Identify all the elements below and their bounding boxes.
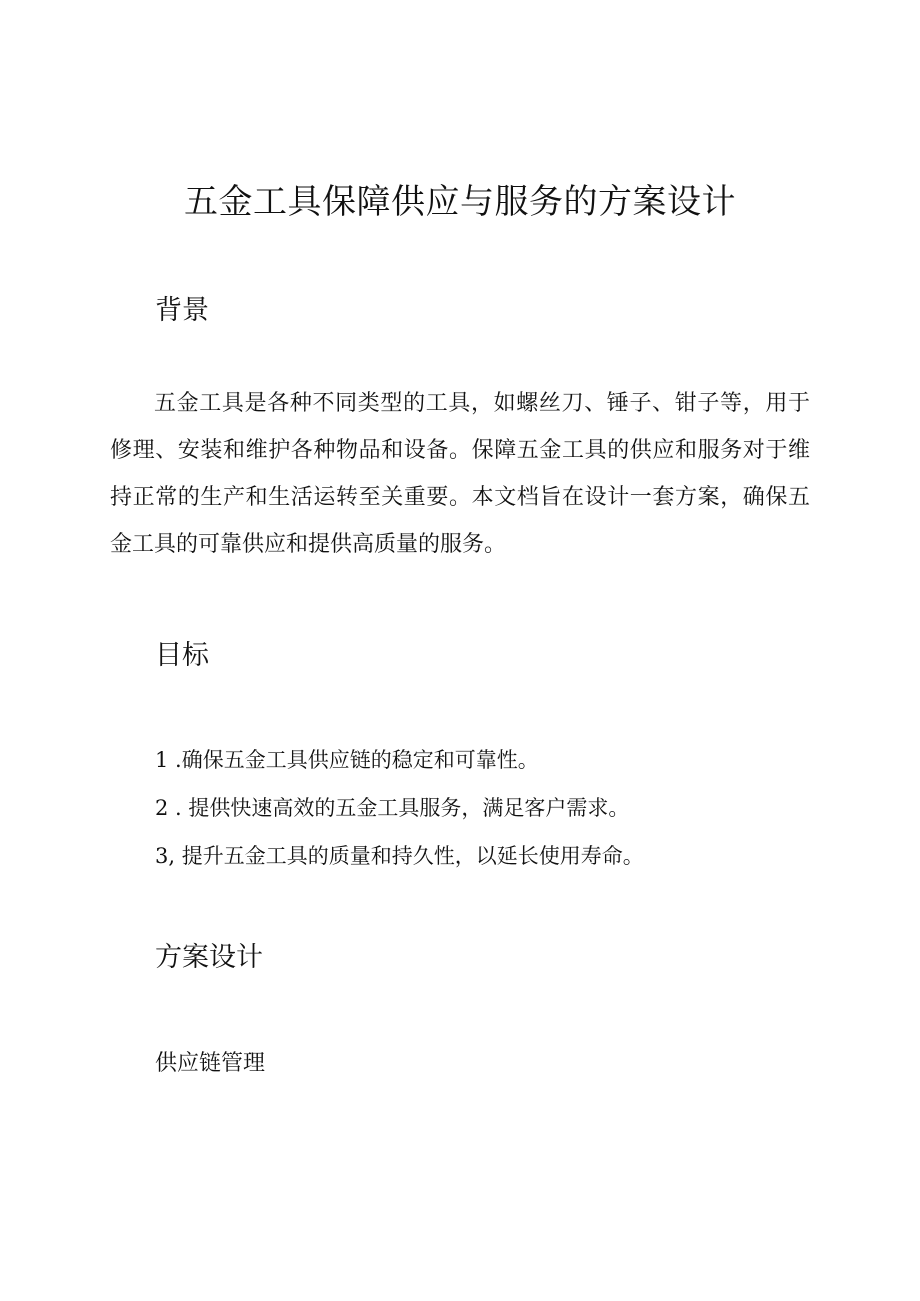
goal-item: 2 . 提供快速高效的五金工具服务，满足客户需求。: [155, 796, 630, 820]
background-paragraph: 五金工具是各种不同类型的工具，如螺丝刀、锤子、钳子等，用于修理、安装和维护各种物品和设备。保障五金工具的供应和服务对于维持正常的生产和生活运转至关重要。本文档旨在设计一套方案，确保五金工具的可靠供应和提供高质量的服务。: [110, 391, 810, 557]
section-heading-background: 背景: [155, 295, 209, 326]
section-heading-goals: 目标: [155, 640, 209, 671]
goals-list: [155, 736, 644, 880]
goal-item: 1 .确保五金工具供应链的稳定和可靠性。: [155, 748, 539, 772]
subsection-heading-supply-chain: 供应链管理: [155, 1051, 266, 1076]
document-title: 五金工具保障供应与服务的方案设计: [184, 182, 736, 222]
section-heading-design: 方案设计: [155, 942, 263, 973]
goal-item: 3, 提升五金工具的质量和持久性，以延长使用寿命。: [155, 844, 644, 868]
